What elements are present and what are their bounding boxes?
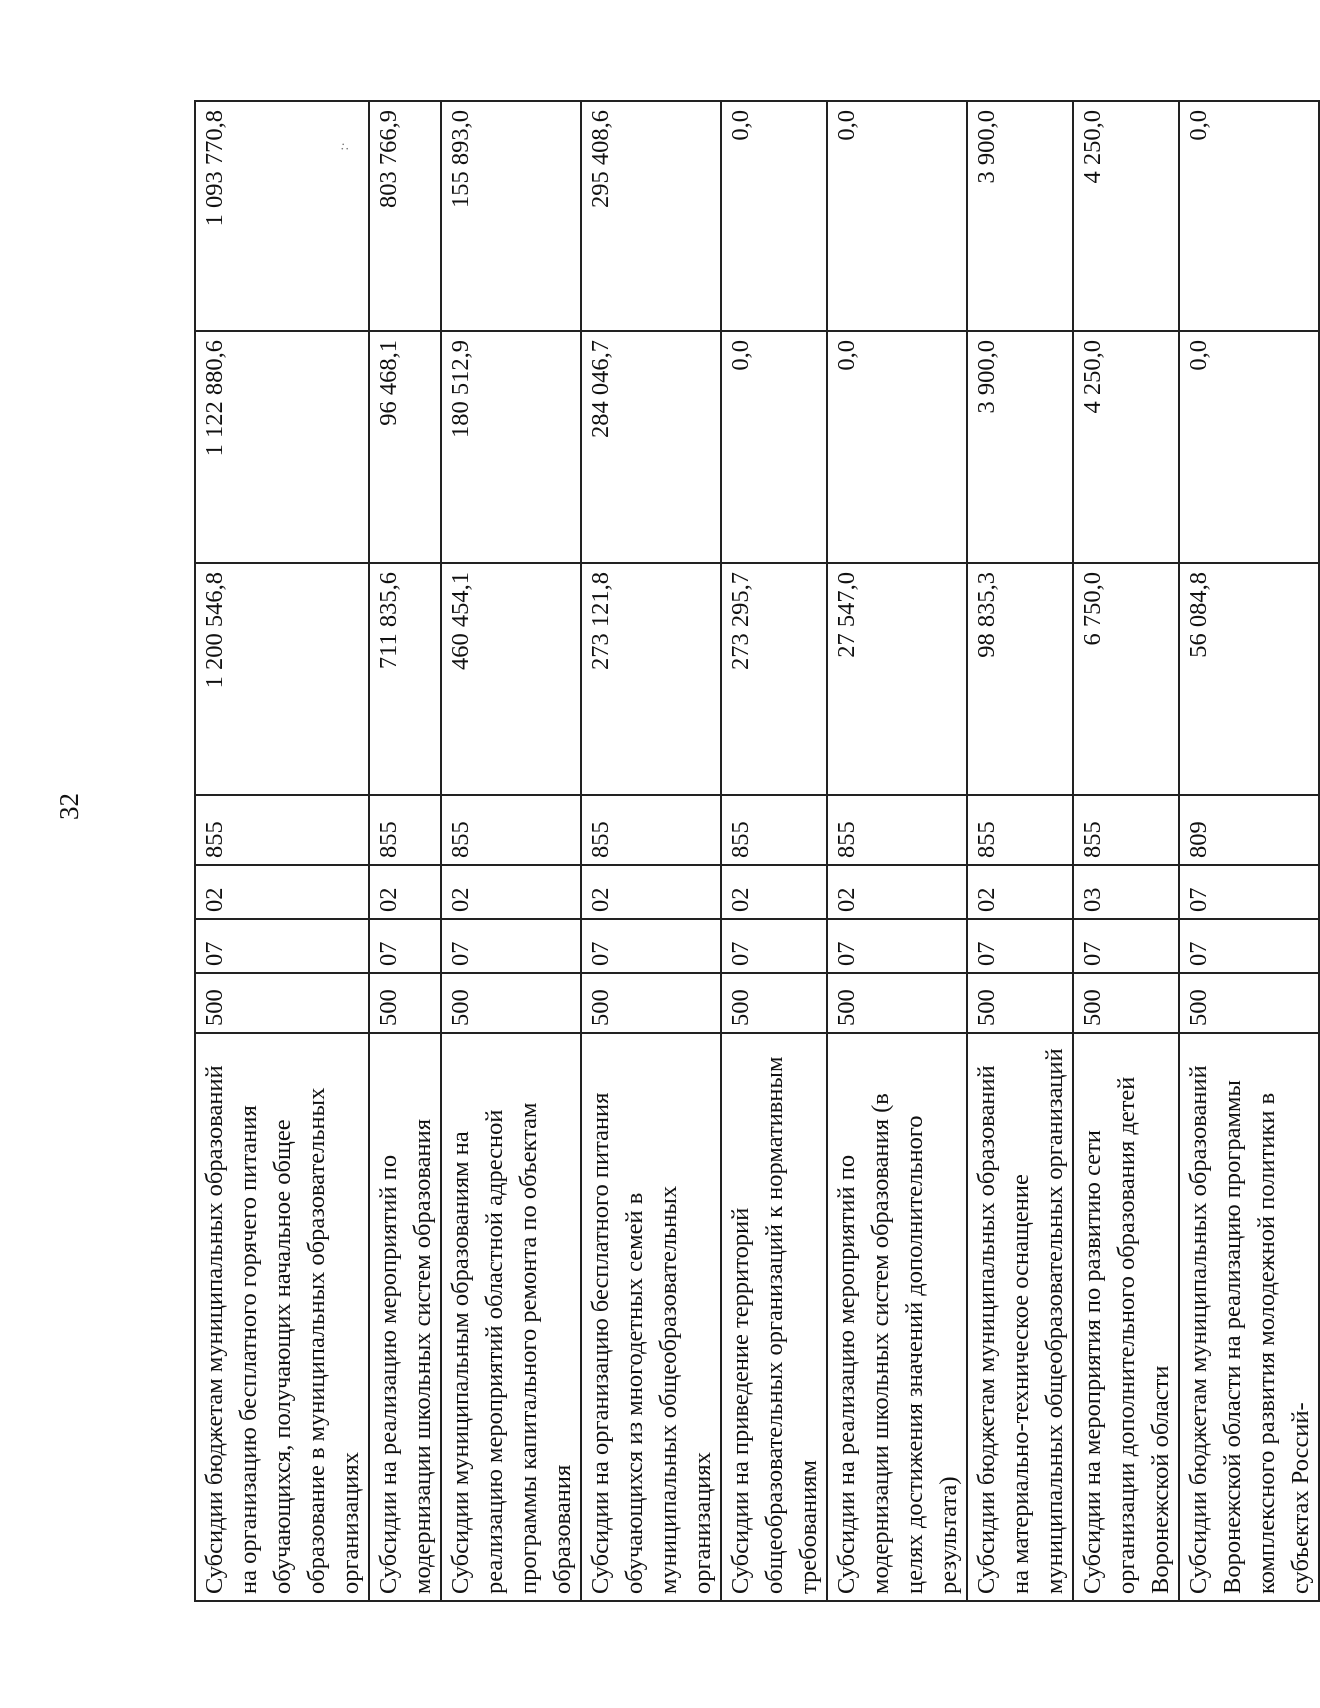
row-code-3: 02 xyxy=(967,865,1073,919)
row-amount-1: 273 121,8 xyxy=(581,563,721,795)
budget-table xyxy=(194,100,1320,1602)
table-row xyxy=(195,101,369,1601)
row-amount-1: 711 835,6 xyxy=(369,563,441,795)
row-code-2: 07 xyxy=(195,919,369,973)
table-row xyxy=(1073,101,1179,1601)
row-code-4: 855 xyxy=(1073,795,1179,865)
row-amount-3: 803 766,9 xyxy=(369,101,441,331)
row-code-1: 500 xyxy=(369,973,441,1033)
row-code-3: 02 xyxy=(369,865,441,919)
row-description: Субсидии на организацию бесплатного питания обучающихся из многодетных семей в муниципальных общеобразовательных организациях xyxy=(581,1033,721,1601)
row-amount-3: 4 250,0 xyxy=(1073,101,1179,331)
row-code-1: 500 xyxy=(441,973,581,1033)
row-code-4: 855 xyxy=(721,795,827,865)
row-amount-3: 155 893,0 xyxy=(441,101,581,331)
row-code-4: 855 xyxy=(827,795,967,865)
row-code-1: 500 xyxy=(967,973,1073,1033)
table-row xyxy=(1179,101,1319,1601)
scan-speck: :· xyxy=(337,142,352,151)
row-amount-2: 0,0 xyxy=(1179,331,1319,563)
table-row xyxy=(581,101,721,1601)
budget-table-rotated xyxy=(194,102,1314,1602)
row-description: Субсидии на мероприятия по развитию сети организации дополнительного образования детей Воронежской области xyxy=(1073,1033,1179,1601)
row-amount-1: 56 084,8 xyxy=(1179,563,1319,795)
row-code-1: 500 xyxy=(1073,973,1179,1033)
row-code-1: 500 xyxy=(1179,973,1319,1033)
row-code-4: 809 xyxy=(1179,795,1319,865)
row-amount-1: 1 200 546,8 xyxy=(195,563,369,795)
row-amount-2: 96 468,1 xyxy=(369,331,441,563)
row-amount-2: 4 250,0 xyxy=(1073,331,1179,563)
row-code-2: 07 xyxy=(441,919,581,973)
row-amount-2: 1 122 880,6 xyxy=(195,331,369,563)
row-description: Субсидии на реализацию мероприятий по модернизации школьных систем образования xyxy=(369,1033,441,1601)
row-code-2: 07 xyxy=(581,919,721,973)
row-amount-3: 3 900,0 xyxy=(967,101,1073,331)
row-code-1: 500 xyxy=(721,973,827,1033)
row-code-4: 855 xyxy=(581,795,721,865)
row-code-2: 07 xyxy=(827,919,967,973)
row-amount-1: 273 295,7 xyxy=(721,563,827,795)
row-amount-2: 3 900,0 xyxy=(967,331,1073,563)
row-amount-1: 460 454,1 xyxy=(441,563,581,795)
row-code-3: 03 xyxy=(1073,865,1179,919)
row-code-3: 02 xyxy=(195,865,369,919)
row-amount-3 xyxy=(195,101,369,331)
row-code-2: 07 xyxy=(1073,919,1179,973)
row-description: Субсидии на приведение территорий общеобразовательных организаций к нормативным требованиям xyxy=(721,1033,827,1601)
row-code-2: 07 xyxy=(1179,919,1319,973)
row-code-2: 07 xyxy=(369,919,441,973)
table-row xyxy=(827,101,967,1601)
row-code-4: 855 xyxy=(441,795,581,865)
row-description: Субсидии бюджетам муниципальных образований на материально-техническое оснащение муниципальных общеобразовательных организаций xyxy=(967,1033,1073,1601)
row-amount-3: 0,0 xyxy=(827,101,967,331)
row-description: Субсидии бюджетам муниципальных образований Воронежской области на реализацию программы комплексного развития молодежной политики в субъектах Россий- xyxy=(1179,1033,1319,1601)
row-amount-1: 98 835,3 xyxy=(967,563,1073,795)
row-amount-3-value: 1 093 770,8 xyxy=(201,110,228,227)
table-row xyxy=(369,101,441,1601)
row-code-3: 02 xyxy=(441,865,581,919)
table-row xyxy=(441,101,581,1601)
row-amount-1: 6 750,0 xyxy=(1073,563,1179,795)
table-row xyxy=(721,101,827,1601)
page-number: 32 xyxy=(54,793,84,820)
row-code-3: 02 xyxy=(721,865,827,919)
row-amount-2: 0,0 xyxy=(721,331,827,563)
row-amount-2: 0,0 xyxy=(827,331,967,563)
row-amount-1: 27 547,0 xyxy=(827,563,967,795)
row-code-2: 07 xyxy=(967,919,1073,973)
row-code-3: 02 xyxy=(827,865,967,919)
row-amount-3: 295 408,6 xyxy=(581,101,721,331)
row-description: Субсидии бюджетам муниципальных образований на организацию бесплатного горячего питания обучающихся, получающих начальное общее образование в муниципальных образовательных организациях xyxy=(195,1033,369,1601)
row-code-4: 855 xyxy=(195,795,369,865)
row-amount-3: 0,0 xyxy=(721,101,827,331)
row-amount-2: 284 046,7 xyxy=(581,331,721,563)
row-code-1: 500 xyxy=(581,973,721,1033)
table-row xyxy=(967,101,1073,1601)
row-description: Субсидии муниципальным образованиям на реализацию мероприятий областной адресной программы капитального ремонта по объектам образования xyxy=(441,1033,581,1601)
row-description: Субсидии на реализацию мероприятий по модернизации школьных систем образования (в целях достижения значений дополнительного результата) xyxy=(827,1033,967,1601)
row-code-3: 07 xyxy=(1179,865,1319,919)
row-amount-2: 180 512,9 xyxy=(441,331,581,563)
row-amount-3: 0,0 xyxy=(1179,101,1319,331)
row-code-4: 855 xyxy=(967,795,1073,865)
row-code-1: 500 xyxy=(827,973,967,1033)
row-code-3: 02 xyxy=(581,865,721,919)
row-code-4: 855 xyxy=(369,795,441,865)
row-code-2: 07 xyxy=(721,919,827,973)
row-code-1: 500 xyxy=(195,973,369,1033)
